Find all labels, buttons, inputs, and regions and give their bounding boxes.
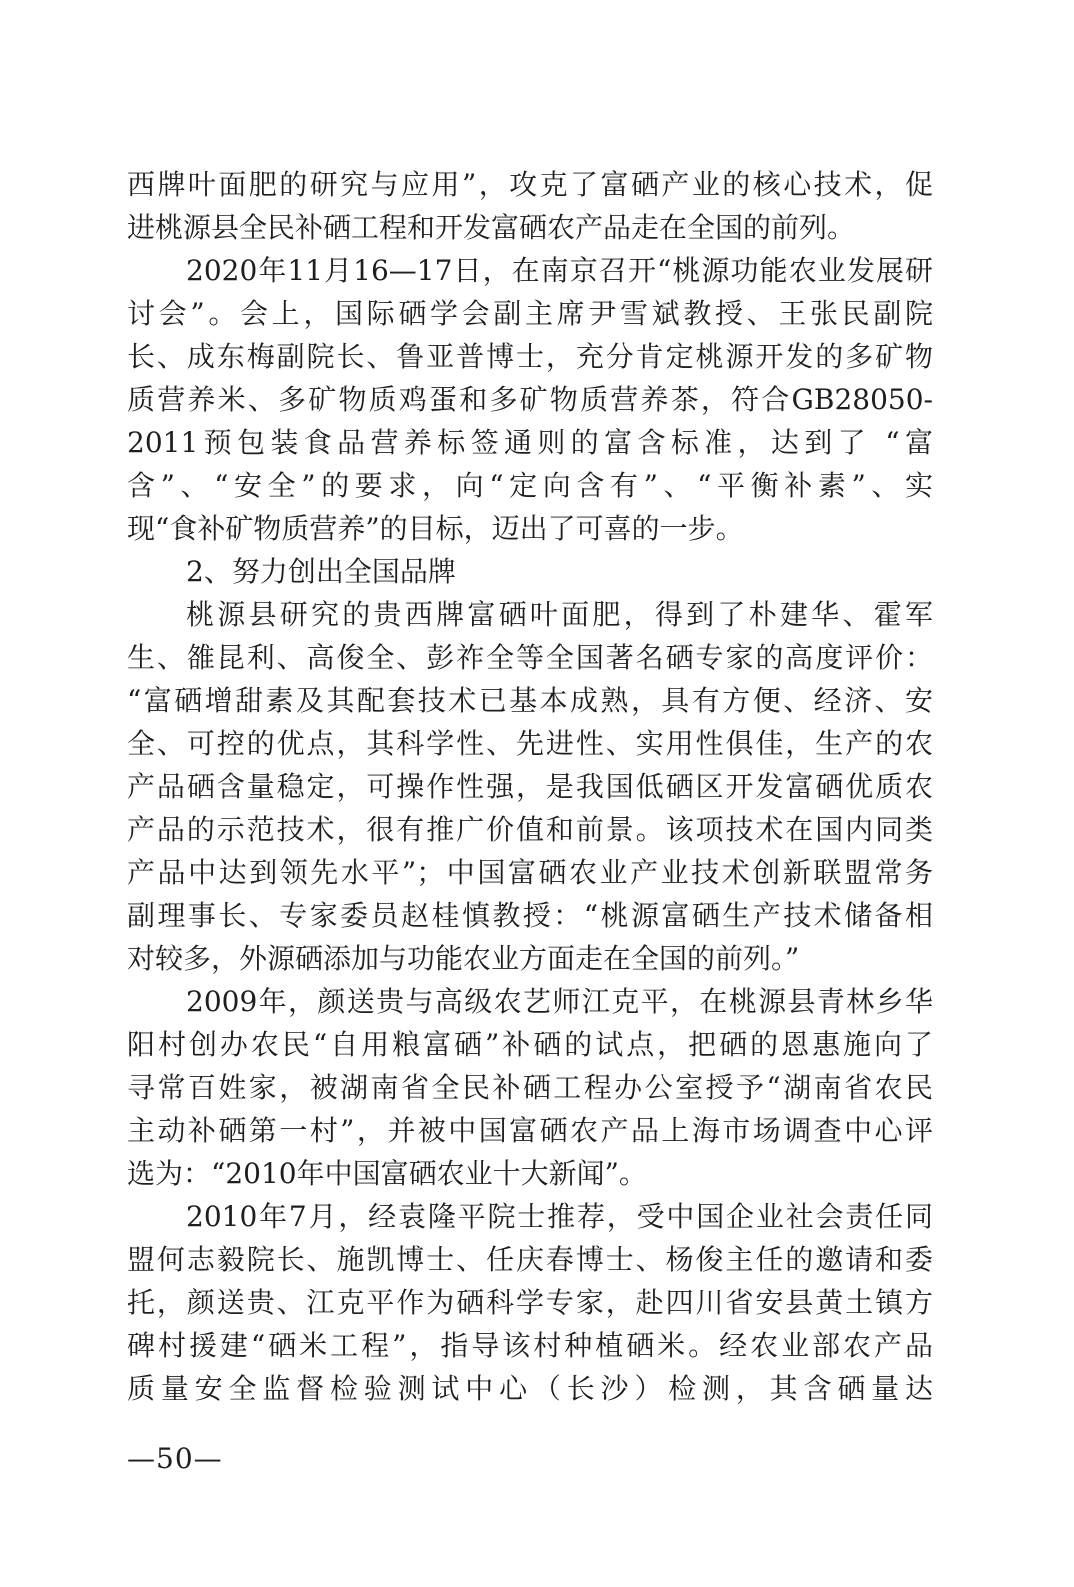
paragraph bbox=[127, 1195, 933, 1410]
page-number: —50— bbox=[127, 1442, 223, 1475]
text-line: 产品硒含量稳定，可操作性强，是我国低硒区开发富硒优质农 bbox=[127, 770, 933, 803]
text-line: 2011预包装食品营养标签通则的富含标准，达到了 “富 bbox=[127, 426, 933, 459]
paragraph bbox=[127, 163, 933, 249]
text-line: 2020年11月16—17日，在南京召开“桃源功能农业发展研 bbox=[186, 254, 933, 287]
paragraph bbox=[127, 249, 933, 550]
text-line: 碑村援建“硒米工程”，指导该村种植硒米。经农业部农产品 bbox=[127, 1329, 933, 1362]
text-line: 对较多，外源硒添加与功能农业方面走在全国的前列。” bbox=[127, 942, 800, 975]
section-heading bbox=[127, 550, 933, 593]
text-line: 质营养米、多矿物质鸡蛋和多矿物质营养茶，符合GB28050- bbox=[127, 383, 933, 416]
text-line: 选为：“2010年中国富硒农业十大新闻”。 bbox=[127, 1157, 647, 1190]
paragraph bbox=[127, 980, 933, 1195]
text-line: 副理事长、专家委员赵桂慎教授：“桃源富硒生产技术储备相 bbox=[127, 899, 933, 932]
text-line: 质量安全监督检验测试中心（长沙）检测，其含硒量达 bbox=[127, 1372, 933, 1405]
text-line: 托，颜送贵、江克平作为硒科学专家，赴四川省安县黄土镇方 bbox=[127, 1286, 933, 1319]
text-line: “富硒增甜素及其配套技术已基本成熟，具有方便、经济、安 bbox=[127, 684, 933, 717]
text-line: 2010年7月，经袁隆平院士推荐，受中国企业社会责任同 bbox=[186, 1200, 933, 1233]
text-line: 进桃源县全民补硒工程和开发富硒农产品走在全国的前列。 bbox=[127, 211, 856, 244]
text-line: 2009年，颜送贵与高级农艺师江克平，在桃源县青林乡华 bbox=[186, 985, 933, 1018]
text-line: 讨会”。会上，国际硒学会副主席尹雪斌教授、王张民副院 bbox=[127, 297, 933, 330]
text-line: 阳村创办农民“自用粮富硒”补硒的试点，把硒的恩惠施向了 bbox=[127, 1028, 933, 1061]
text-line: 盟何志毅院长、施凯博士、任庆春博士、杨俊主任的邀请和委 bbox=[127, 1243, 933, 1276]
text-line: 主动补硒第一村”，并被中国富硒农产品上海市场调查中心评 bbox=[127, 1114, 933, 1147]
paragraph bbox=[127, 593, 933, 980]
text-line: 产品中达到领先水平”；中国富硒农业产业技术创新联盟常务 bbox=[127, 856, 933, 889]
text-body bbox=[127, 163, 933, 1410]
text-line: 桃源县研究的贵西牌富硒叶面肥，得到了朴建华、霍军 bbox=[186, 598, 933, 631]
text-line: 全、可控的优点，其科学性、先进性、实用性俱佳，生产的农 bbox=[127, 727, 933, 760]
text-line: 寻常百姓家，被湖南省全民补硒工程办公室授予“湖南省农民 bbox=[127, 1071, 933, 1104]
text-line: 含”、“安全”的要求，向“定向含有”、“平衡补素”、实 bbox=[127, 469, 933, 502]
section-heading-text: 2、努力创出全国品牌 bbox=[186, 555, 456, 588]
text-line: 西牌叶面肥的研究与应用”，攻克了富硒产业的核心技术，促 bbox=[127, 168, 933, 201]
text-line: 现“食补矿物质营养”的目标，迈出了可喜的一步。 bbox=[127, 512, 744, 545]
text-line: 产品的示范技术，很有推广价值和前景。该项技术在国内同类 bbox=[127, 813, 933, 846]
text-line: 长、成东梅副院长、鲁亚普博士，充分肯定桃源开发的多矿物 bbox=[127, 340, 933, 373]
text-line: 生、雒昆利、高俊全、彭祚全等全国著名硒专家的高度评价： bbox=[127, 641, 933, 674]
